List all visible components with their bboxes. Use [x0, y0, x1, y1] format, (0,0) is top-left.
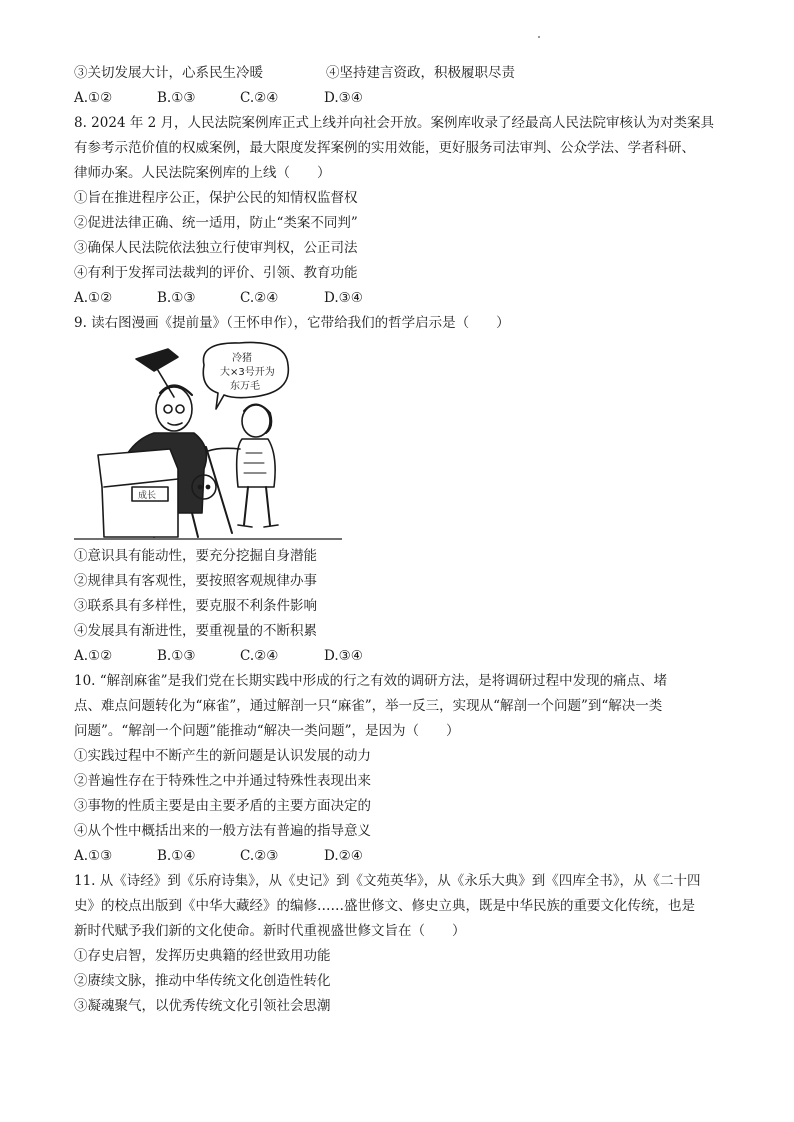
q8-choice-c[interactable]: C.②④ — [240, 290, 279, 306]
walking-stick — [206, 447, 232, 533]
q9-choice-b[interactable]: B.①③ — [157, 648, 196, 664]
q8-choice-b[interactable]: B.①③ — [157, 290, 196, 306]
q8-choices — [74, 289, 734, 307]
q7-choice-b[interactable]: B.①③ — [157, 90, 196, 106]
q8-choice-d[interactable]: D.③④ — [324, 290, 363, 306]
q8-item-1: ①旨在推进程序公正，保护公民的知情权监督权 — [74, 190, 358, 206]
q10-choice-a[interactable]: A.①③ — [74, 848, 113, 864]
woman-feet — [238, 525, 278, 527]
q10-choices — [74, 847, 734, 865]
q9-choice-a[interactable]: A.①② — [74, 648, 113, 664]
q7-choice-c[interactable]: C.②④ — [240, 90, 279, 106]
cartoon-drawing — [74, 337, 342, 543]
q10-choice-c[interactable]: C.②③ — [240, 848, 279, 864]
q10-stem-line-3: 问题”。“解剖一个问题”能推动“解决一类问题”，是因为（ ） — [74, 723, 460, 739]
q8-stem-line-1: 8. 2024 年 2 月，人民法院案例库正式上线并向社会开放。案例库收录了经最高人民法院审核认为对类案具 — [74, 115, 714, 131]
q11-stem-line-3: 新时代赋予我们新的文化使命。新时代重视盛世修文旨在（ ） — [74, 923, 466, 939]
q9-item-2: ②规律具有客观性，要按照客观规律办事 — [74, 573, 317, 589]
box-label: 成长 — [138, 491, 157, 501]
q9-choice-d[interactable]: D.③④ — [324, 648, 363, 664]
q9-cartoon — [74, 337, 342, 543]
q10-choice-d[interactable]: D.②④ — [324, 848, 363, 864]
q7-choice-d[interactable]: D.③④ — [324, 90, 363, 106]
q8-stem-line-2: 有参考示范价值的权威案例，最大限度发挥案例的实用效能，更好服务司法审判、公众学法、学者科研、 — [74, 140, 695, 156]
q11-item-1: ①存史启智，发挥历史典籍的经世致用功能 — [74, 948, 331, 964]
q8-item-2: ②促进法律正确、统一适用，防止“类案不同判” — [74, 215, 358, 231]
bubble-line-3: 东万毛 — [230, 381, 260, 392]
q10-stem-line-1: 10. “解剖麻雀”是我们党在长期实践中形成的行之有效的调研方法，是将调研过程中发现的痛点、堵 — [74, 673, 668, 689]
man-mouth — [168, 423, 182, 425]
q10-stem-line-2: 点、难点问题转化为“麻雀”，通过解剖一只“麻雀”，举一反三，实现从“解剖一个问题”到“解决一类 — [74, 698, 663, 714]
q7-choices — [74, 89, 734, 107]
q8-stem-line-3: 律师办案。人民法院案例库的上线（ ） — [74, 165, 331, 181]
scan-speck — [538, 36, 540, 38]
bubble-line-1: 冷猪 — [232, 353, 252, 364]
man-eye-right — [176, 405, 184, 413]
q9-choice-c[interactable]: C.②④ — [240, 648, 279, 664]
q8-item-4: ④有利于发挥司法裁判的评价、引领、教育功能 — [74, 265, 358, 281]
woman-legs — [244, 487, 270, 525]
q10-item-4: ④从个性中概括出来的一般方法有普遍的指导意义 — [74, 823, 371, 839]
hammer-handle — [156, 367, 174, 397]
q7-options-row — [74, 64, 734, 82]
woman-arm — [208, 448, 240, 451]
q11-stem-line-1: 11. 从《诗经》到《乐府诗集》，从《史记》到《文苑英华》，从《永乐大典》到《四库全书》，从《二十四 — [74, 873, 701, 889]
q11-item-3: ③凝魂聚气，以优秀传统文化引领社会思潮 — [74, 998, 331, 1014]
q8-choice-a[interactable]: A.①② — [74, 290, 113, 306]
q9-item-1: ①意识具有能动性，要充分挖掘自身潜能 — [74, 548, 317, 564]
woman-shading — [244, 453, 266, 473]
q10-item-1: ①实践过程中不断产生的新问题是认识发展的动力 — [74, 748, 371, 764]
q11-stem-line-2: 史》的校点出版到《中华大藏经》的编修……盛世修文、修史立典，既是中华民族的重要文化传统，也是 — [74, 898, 695, 914]
man-eye-left — [164, 405, 172, 413]
q7-option-3: ③关切发展大计，心系民生冷暖 — [74, 65, 263, 81]
q11-item-2: ②赓续文脉，推动中华传统文化创造性转化 — [74, 973, 331, 989]
q9-stem: 9. 读右图漫画《提前量》（王怀申作），它带给我们的哲学启示是（ ） — [74, 315, 510, 331]
q10-choice-b[interactable]: B.①④ — [157, 848, 196, 864]
q9-item-3: ③联系具有多样性，要克服不利条件影响 — [74, 598, 317, 614]
q7-choice-a[interactable]: A.①② — [74, 90, 113, 106]
q10-item-2: ②普遍性存在于特殊性之中并通过特殊性表现出来 — [74, 773, 371, 789]
q8-item-3: ③确保人民法院依法独立行使审判权，公正司法 — [74, 240, 358, 256]
q10-item-3: ③事物的性质主要是由主要矛盾的主要方面决定的 — [74, 798, 371, 814]
bubble-line-2: 大×3号开为 — [220, 367, 275, 378]
q7-option-4: ④坚持建言资政，积极履职尽责 — [326, 65, 515, 81]
q9-item-4: ④发展具有渐进性，要重视量的不断积累 — [74, 623, 317, 639]
q9-choices — [74, 647, 734, 665]
